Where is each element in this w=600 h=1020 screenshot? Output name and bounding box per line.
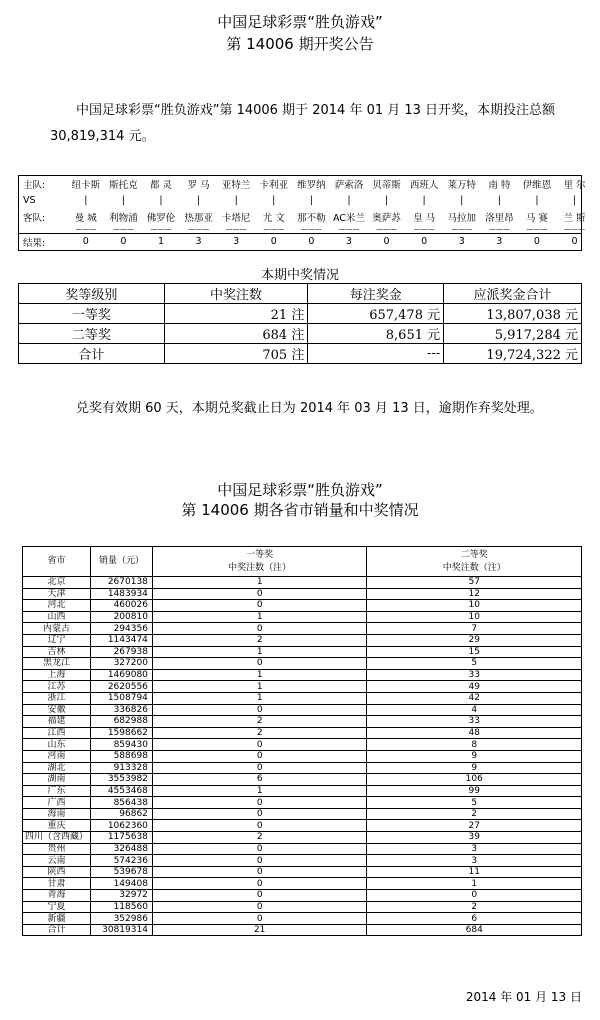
province-name: 山东 xyxy=(23,739,91,751)
province-name: 黑龙江 xyxy=(23,658,91,670)
province-row xyxy=(23,681,582,693)
home-team: 罗 马 xyxy=(187,180,210,192)
province-second-prize: 99 xyxy=(367,785,582,797)
province-second-prize: 106 xyxy=(367,774,582,786)
province-first-prize: 1 xyxy=(152,785,367,797)
match-result: 3 xyxy=(458,236,465,248)
province-second-prize: 29 xyxy=(367,634,582,646)
province-name: 山西 xyxy=(23,611,91,623)
province-name: 河南 xyxy=(23,750,91,762)
vs-label: VS xyxy=(23,195,36,207)
dash-row xyxy=(19,225,586,234)
match-result: 0 xyxy=(120,236,127,248)
vs-row xyxy=(19,193,581,210)
province-second-prize: 10 xyxy=(367,611,582,623)
away-team: 马拉加 xyxy=(447,213,476,225)
province-sales: 3553982 xyxy=(91,774,153,786)
province-name: 河北 xyxy=(23,600,91,612)
match-result: 3 xyxy=(195,236,202,248)
province-second-prize: 10 xyxy=(367,600,582,612)
province-sales: 682988 xyxy=(91,716,153,728)
province-name: 云南 xyxy=(23,855,91,867)
intro-paragraph: 中国足球彩票“胜负游戏”第 14006 期于 2014 年 01 月 13 日开奖，本期投注总额 30,819,314 元。 xyxy=(50,103,556,144)
dash-separator: ——— xyxy=(112,225,134,233)
prize-header-row xyxy=(19,284,582,304)
province-sales: 336826 xyxy=(91,704,153,716)
prize-level: 二等奖 xyxy=(19,324,165,344)
away-team: AC米兰 xyxy=(332,213,365,225)
province-first-prize: 0 xyxy=(152,762,367,774)
province-first-prize: 1 xyxy=(152,577,367,589)
announcement-title: 中国足球彩票“胜负游戏” xyxy=(217,13,383,31)
province-name: 江西 xyxy=(23,727,91,739)
province-first-prize: 2 xyxy=(152,832,367,844)
vs-divider: | xyxy=(159,195,163,207)
province-sales: 1483934 xyxy=(91,588,153,600)
dash-separator: ——— xyxy=(526,225,548,233)
province-row xyxy=(23,600,582,612)
footer-date: 2014 年 01 月 13 日 xyxy=(465,990,582,1004)
home-team: 斯托克 xyxy=(109,180,138,192)
prize-header-level: 奖等级别 xyxy=(19,284,165,304)
province-second-prize: 5 xyxy=(367,658,582,670)
province-subtitle: 第 14006 期各省市销量和中奖情况 xyxy=(181,501,419,519)
away-team: 皇 马 xyxy=(413,213,436,225)
dash-separator: ——— xyxy=(338,225,360,233)
province-first-prize: 0 xyxy=(152,855,367,867)
province-row xyxy=(23,797,582,809)
province-sales: 96862 xyxy=(91,808,153,820)
vs-divider: | xyxy=(497,195,501,207)
province-table xyxy=(22,546,582,936)
prize-per-bet: --- xyxy=(308,344,444,364)
prize-total: 19,724,322 元 xyxy=(444,344,582,364)
province-second-prize: 6 xyxy=(367,913,582,925)
province-first-prize: 0 xyxy=(152,890,367,902)
province-row xyxy=(23,611,582,623)
vs-divider: | xyxy=(196,195,201,207)
province-second-prize: 684 xyxy=(367,924,582,936)
match-result: 0 xyxy=(308,236,315,248)
province-sales: 32972 xyxy=(91,890,153,902)
result-label: 结果: xyxy=(23,237,46,249)
province-row xyxy=(23,646,582,658)
home-team: 亚特兰 xyxy=(221,180,251,192)
province-name: 内蒙古 xyxy=(23,623,91,635)
province-first-prize: 0 xyxy=(152,739,367,751)
province-second-prize: 27 xyxy=(367,820,582,832)
announcement-subtitle: 第 14006 期开奖公告 xyxy=(226,35,374,53)
province-name: 吉林 xyxy=(23,646,91,658)
vs-divider: | xyxy=(422,195,426,207)
province-first-prize: 0 xyxy=(152,658,367,670)
province-first-prize: 2 xyxy=(152,634,367,646)
province-sales: 2670138 xyxy=(91,577,153,589)
prize-total: 13,807,038 元 xyxy=(444,304,582,324)
province-row xyxy=(23,774,582,786)
province-sales: 327200 xyxy=(91,658,153,670)
prize-level: 一等奖 xyxy=(19,304,165,324)
redemption-notice: 兑奖有效期 60 天，本期兑奖截止日为 2014 年 03 月 13 日，逾期作弃奖处理。 xyxy=(76,401,543,416)
province-first-prize: 6 xyxy=(152,774,367,786)
prize-row-total xyxy=(19,344,582,364)
dash-separator: ——— xyxy=(300,225,322,233)
vs-divider: | xyxy=(347,195,351,207)
away-team: 尤 文 xyxy=(262,213,285,225)
home-row xyxy=(19,176,586,193)
province-row xyxy=(23,750,582,762)
vs-divider: | xyxy=(121,195,125,207)
province-row xyxy=(23,866,582,878)
match-result: 3 xyxy=(345,236,352,248)
province-name: 湖北 xyxy=(23,762,91,774)
province-first-prize: 0 xyxy=(152,600,367,612)
province-name: 青海 xyxy=(23,890,91,902)
province-name: 合计 xyxy=(23,924,91,936)
province-row xyxy=(23,785,582,797)
dash-separator: ——— xyxy=(263,225,285,233)
province-sales: 856438 xyxy=(91,797,153,809)
province-name: 广东 xyxy=(23,785,91,797)
province-first-prize: 2 xyxy=(152,727,367,739)
vs-divider: | xyxy=(535,195,539,207)
province-first-prize: 1 xyxy=(152,646,367,658)
away-team: 洛里昂 xyxy=(485,213,514,225)
province-row xyxy=(23,808,582,820)
province-row xyxy=(23,577,582,589)
province-sales: 539678 xyxy=(91,866,153,878)
second-prize-header: 二等奖 中奖注数（注） xyxy=(367,547,582,577)
match-result: 0 xyxy=(270,236,277,248)
prize-row-first xyxy=(19,304,582,324)
province-second-prize: 0 xyxy=(367,890,582,902)
match-table xyxy=(18,175,586,251)
province-sales: 2620556 xyxy=(91,681,153,693)
province-first-prize: 0 xyxy=(152,588,367,600)
province-name: 新疆 xyxy=(23,913,91,925)
province-row xyxy=(23,634,582,646)
province-second-prize: 2 xyxy=(367,808,582,820)
province-sales: 1469080 xyxy=(91,669,153,681)
dash-separator: ——— xyxy=(150,225,172,233)
province-row xyxy=(23,669,582,681)
province-second-prize: 57 xyxy=(367,577,582,589)
home-team: 莱万特 xyxy=(447,180,476,192)
away-team: 佛罗伦 xyxy=(146,213,176,225)
vs-divider: | xyxy=(384,195,389,207)
home-team: 里 尔 xyxy=(563,180,586,192)
vs-divider: | xyxy=(234,195,238,207)
province-sales: 574236 xyxy=(91,855,153,867)
province-sales: 326488 xyxy=(91,843,153,855)
province-first-prize: 1 xyxy=(152,681,367,693)
province-name: 辽宁 xyxy=(23,634,91,646)
province-header-row xyxy=(23,547,582,577)
province-second-prize: 4 xyxy=(367,704,582,716)
province-sales: 1062360 xyxy=(91,820,153,832)
province-second-prize: 12 xyxy=(367,588,582,600)
province-sales: 200810 xyxy=(91,611,153,623)
province-first-prize: 0 xyxy=(152,704,367,716)
province-row xyxy=(23,843,582,855)
province-second-prize: 49 xyxy=(367,681,582,693)
province-first-prize: 0 xyxy=(152,623,367,635)
province-name: 江苏 xyxy=(23,681,91,693)
province-name: 天津 xyxy=(23,588,91,600)
home-team: 卡利亚 xyxy=(259,180,289,192)
dash-separator: ——— xyxy=(188,225,210,233)
dash-separator: ——— xyxy=(75,225,97,233)
dash-separator: ——— xyxy=(451,225,473,233)
home-team: 都 灵 xyxy=(149,180,172,192)
province-sales: 294356 xyxy=(91,623,153,635)
province-row xyxy=(23,762,582,774)
vs-divider: | xyxy=(460,195,464,207)
province-sales: 267938 xyxy=(91,646,153,658)
prize-table-title: 本期中奖情况 xyxy=(260,268,339,283)
prize-count: 705 注 xyxy=(164,344,308,364)
province-first-prize: 0 xyxy=(152,901,367,913)
province-row xyxy=(23,704,582,716)
province-second-prize: 3 xyxy=(367,843,582,855)
match-result: 0 xyxy=(82,236,89,248)
province-second-prize: 8 xyxy=(367,739,582,751)
away-team: 兰 斯 xyxy=(563,213,586,225)
province-sales: 913328 xyxy=(91,762,153,774)
province-first-prize: 0 xyxy=(152,843,367,855)
prize-header-count: 中奖注数 xyxy=(164,284,308,304)
province-sales: 1175638 xyxy=(91,832,153,844)
province-sales: 1598662 xyxy=(91,727,153,739)
home-team: 贝蒂斯 xyxy=(372,180,401,192)
away-team: 马 赛 xyxy=(525,213,548,225)
match-result: 0 xyxy=(421,236,428,248)
match-result: 3 xyxy=(496,236,503,248)
province-first-prize: 0 xyxy=(152,866,367,878)
prize-count: 21 注 xyxy=(164,304,308,324)
result-row xyxy=(19,234,581,251)
dash-separator: ——— xyxy=(564,225,586,233)
match-result: 0 xyxy=(533,236,540,248)
prize-total: 5,917,284 元 xyxy=(444,324,582,344)
province-second-prize: 48 xyxy=(367,727,582,739)
province-sales: 4553468 xyxy=(91,785,153,797)
prize-count: 684 注 xyxy=(164,324,308,344)
province-second-prize: 9 xyxy=(367,762,582,774)
province-first-prize: 0 xyxy=(152,750,367,762)
vs-divider: | xyxy=(272,195,276,207)
province-first-prize: 21 xyxy=(152,924,367,936)
province-name: 广西 xyxy=(23,797,91,809)
prize-row-second xyxy=(19,324,582,344)
province-row xyxy=(23,855,582,867)
province-row xyxy=(23,832,582,844)
prize-per-bet: 657,478 元 xyxy=(308,304,444,324)
province-first-prize: 0 xyxy=(152,913,367,925)
province-name: 北京 xyxy=(23,577,91,589)
dash-separator: ——— xyxy=(488,225,510,233)
province-name: 海南 xyxy=(23,808,91,820)
away-team: 奥萨苏 xyxy=(372,213,401,225)
province-name: 安徽 xyxy=(23,704,91,716)
province-row xyxy=(23,878,582,890)
match-result: 1 xyxy=(157,236,164,248)
province-title: 中国足球彩票“胜负游戏” xyxy=(217,481,383,499)
prize-header-total: 应派奖金合计 xyxy=(444,284,582,304)
prize-header-per-bet: 每注奖金 xyxy=(308,284,444,304)
province-row xyxy=(23,692,582,704)
province-second-prize: 1 xyxy=(367,878,582,890)
province-name: 福建 xyxy=(23,716,91,728)
dash-separator: ——— xyxy=(225,225,247,233)
away-team: 那不勒 xyxy=(297,213,326,225)
home-team: 西班人 xyxy=(409,180,439,192)
province-name: 浙江 xyxy=(23,692,91,704)
province-first-prize: 0 xyxy=(152,797,367,809)
province-first-prize: 1 xyxy=(152,692,367,704)
province-second-prize: 33 xyxy=(367,669,582,681)
away-team: 利物浦 xyxy=(109,213,138,225)
province-sales: 118560 xyxy=(91,901,153,913)
province-second-prize: 15 xyxy=(367,646,582,658)
province-sales: 149408 xyxy=(91,878,153,890)
province-first-prize: 0 xyxy=(152,878,367,890)
province-second-prize: 5 xyxy=(367,797,582,809)
province-first-prize: 2 xyxy=(152,716,367,728)
province-first-prize: 0 xyxy=(152,820,367,832)
province-row xyxy=(23,924,582,936)
match-result: 0 xyxy=(571,236,578,248)
province-name: 宁夏 xyxy=(23,901,91,913)
province-second-prize: 9 xyxy=(367,750,582,762)
home-team: 维罗纳 xyxy=(297,180,326,192)
province-name: 陕西 xyxy=(23,866,91,878)
home-team: 南 特 xyxy=(488,180,511,192)
province-row xyxy=(23,901,582,913)
province-name: 重庆 xyxy=(23,820,91,832)
prize-level: 合计 xyxy=(19,344,165,364)
away-team: 热那亚 xyxy=(184,213,213,225)
home-team: 萨索洛 xyxy=(334,180,364,192)
province-row xyxy=(23,913,582,925)
home-label: 主队: xyxy=(23,180,46,192)
province-header: 省市 xyxy=(23,547,91,577)
home-team: 纽卡斯 xyxy=(71,180,101,192)
province-sales: 588698 xyxy=(91,750,153,762)
province-sales: 859430 xyxy=(91,739,153,751)
province-sales: 30819314 xyxy=(91,924,153,936)
province-row xyxy=(23,739,582,751)
prize-table xyxy=(18,283,582,364)
vs-divider: | xyxy=(309,195,313,207)
province-name: 贵州 xyxy=(23,843,91,855)
sales-header: 销量（元） xyxy=(91,547,153,577)
province-first-prize: 0 xyxy=(152,808,367,820)
province-row xyxy=(23,658,582,670)
province-second-prize: 33 xyxy=(367,716,582,728)
province-row xyxy=(23,727,582,739)
province-second-prize: 3 xyxy=(367,855,582,867)
province-name: 湖南 xyxy=(23,774,91,786)
away-team: 卡塔尼 xyxy=(221,213,251,225)
dash-separator: ——— xyxy=(376,225,398,233)
province-sales: 1508794 xyxy=(91,692,153,704)
away-label: 客队: xyxy=(23,213,46,225)
away-team: 曼 城 xyxy=(74,213,97,225)
vs-divider: | xyxy=(84,195,88,207)
province-name: 甘肃 xyxy=(23,878,91,890)
province-row xyxy=(23,623,582,635)
match-result: 3 xyxy=(233,236,240,248)
province-row xyxy=(23,588,582,600)
province-name: 上海 xyxy=(23,669,91,681)
dash-separator: ——— xyxy=(413,225,435,233)
first-prize-header: 一等奖 中奖注数（注） xyxy=(152,547,367,577)
province-second-prize: 11 xyxy=(367,866,582,878)
province-sales: 460026 xyxy=(91,600,153,612)
province-first-prize: 1 xyxy=(152,669,367,681)
vs-divider: | xyxy=(572,195,577,207)
province-first-prize: 1 xyxy=(152,611,367,623)
province-sales: 1143474 xyxy=(91,634,153,646)
province-row xyxy=(23,820,582,832)
province-name: 四川（含西藏） xyxy=(23,832,91,844)
province-second-prize: 7 xyxy=(367,623,582,635)
province-row xyxy=(23,890,582,902)
province-second-prize: 2 xyxy=(367,901,582,913)
province-second-prize: 42 xyxy=(367,692,582,704)
away-row xyxy=(19,209,586,226)
home-team: 伊维恩 xyxy=(522,180,552,192)
match-result: 0 xyxy=(383,236,390,248)
province-second-prize: 39 xyxy=(367,832,582,844)
prize-per-bet: 8,651 元 xyxy=(308,324,444,344)
province-sales: 352986 xyxy=(91,913,153,925)
province-row xyxy=(23,716,582,728)
